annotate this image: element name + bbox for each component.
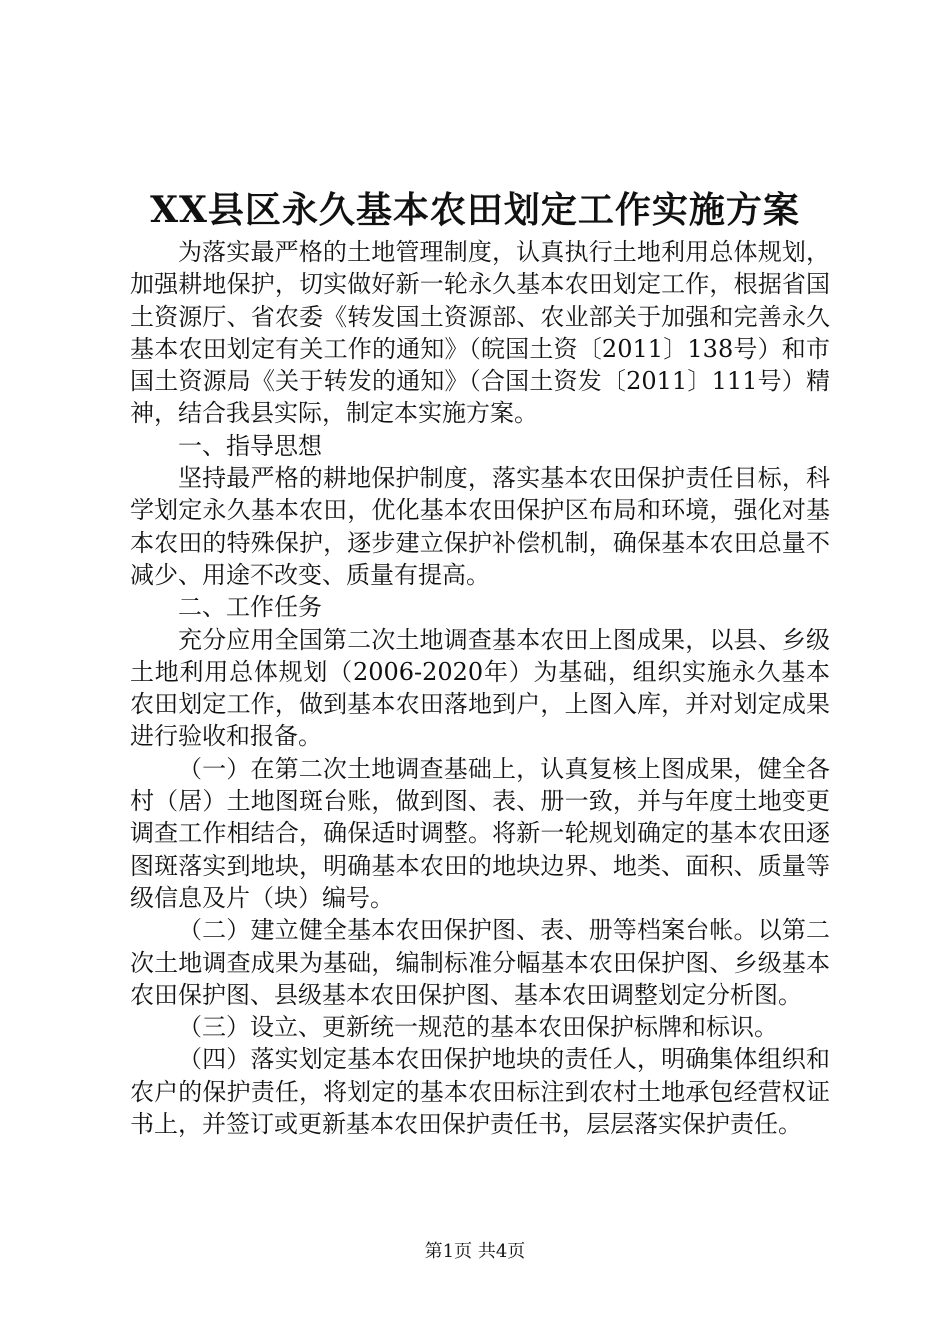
section-heading-work-tasks: 二、工作任务: [178, 593, 322, 622]
paragraph-intro: 为落实最严格的土地管理制度，认真执行土地利用总体规划，加强耕地保护，切实做好新一轮永久基本农田划定工作，根据省国土资源厅、省农委《转发国土资源部、农业部关于加强和完善永久基本农田划定有关工作的通知》（皖国土资〔2011〕138号）和市国土资源局《关于转发的通知》（合国土资发〔2011〕111号）精神，结合我县实际，制定本实施方案。: [130, 238, 830, 428]
paragraph-task-2: （二）建立健全基本农田保护图、表、册等档案台帐。以第二次土地调查成果为基础，编制标准分幅基本农田保护图、乡级基本农田保护图、县级基本农田保护图、基本农田调整划定分析图。: [130, 916, 830, 1009]
paragraph-task-1: （一）在第二次土地调查基础上，认真复核上图成果，健全各村（居）土地图斑台账，做到图、表、册一致，并与年度土地变更调查工作相结合，确保适时调整。将新一轮规划确定的基本农田逐图斑落实到地块，明确基本农田的地块边界、地类、面积、质量等级信息及片（块）编号。: [130, 754, 830, 912]
document-title: XX县区永久基本农田划定工作实施方案: [150, 189, 800, 231]
section-heading-guiding-thought: 一、指导思想: [178, 431, 322, 460]
document-body: [130, 236, 830, 1140]
paragraph-guiding-thought: 坚持最严格的耕地保护制度，落实基本农田保护责任目标，科学划定永久基本农田，优化基本农田保护区布局和环境，强化对基本农田的特殊保护，逐步建立保护补偿机制，确保基本农田总量不减少、用途不改变、质量有提高。: [130, 464, 830, 589]
page-footer: 第1页 共4页: [424, 1241, 526, 1262]
paragraph-work-tasks: 充分应用全国第二次土地调查基本农田上图成果，以县、乡级土地利用总体规划（2006-2020年）为基础，组织实施永久基本农田划定工作，做到基本农田落地到户，上图入库，并对划定成果进行验收和报备。: [130, 625, 830, 751]
paragraph-task-3: （三）设立、更新统一规范的基本农田保护标牌和标识。: [178, 1013, 778, 1042]
paragraph-task-4: （四）落实划定基本农田保护地块的责任人，明确集体组织和农户的保护责任，将划定的基本农田标注到农村土地承包经营权证书上，并签订或更新基本农田保护责任书，层层落实保护责任。: [130, 1045, 830, 1139]
